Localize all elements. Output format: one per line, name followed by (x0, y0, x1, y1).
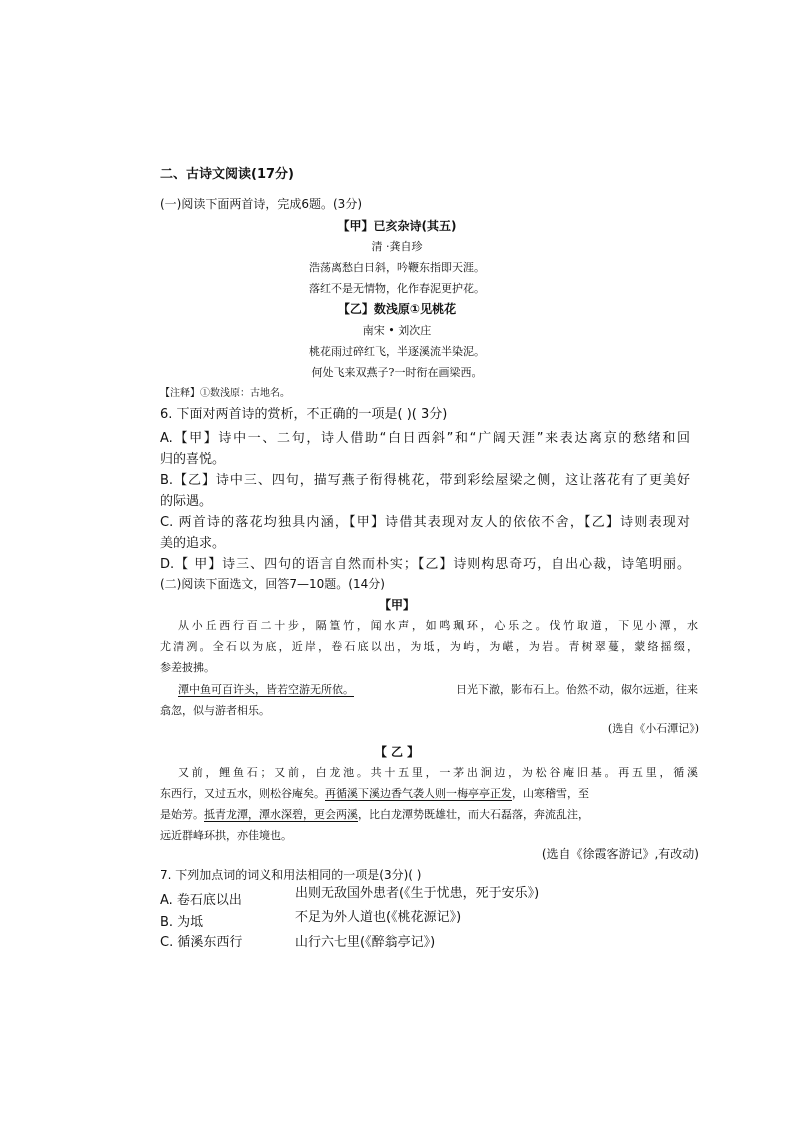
text-b-line-2 (160, 787, 589, 800)
part1-intro: (一)阅读下面两首诗，完成6题。(3分) (160, 197, 362, 211)
q7-option-c-label: C. 循溪东西行 (160, 935, 243, 950)
text-b-line-3-post: ，比白龙潭势既雄壮，而大石磊落，奔流乱注， (358, 808, 589, 821)
section-title: 二、古诗文阅读(17分) (160, 167, 294, 182)
text-a-line-5: 翕忽，似与游者相乐。 (160, 704, 270, 717)
q7-option-c-ref: 山行六七里(《醉翁亭记》) (295, 935, 436, 950)
text-b-underlined-sentence-2: 抵青龙潭，潭水深碧，更会两溪 (204, 808, 358, 821)
q7-stem: 7. 下列加点词的词义和用法相同的一项是(3分)( ) (160, 868, 422, 882)
text-b-title: 【 乙 】 (374, 745, 420, 759)
text-b-line-3-pre: 是始芳。 (160, 808, 204, 821)
text-a-line-3: 参差披拂。 (160, 661, 215, 674)
text-b-line-2-pre: 东西行，又过五水，则松谷庵矣。 (160, 787, 325, 800)
q6-option-c-line-2: 美的追求。 (160, 536, 226, 551)
q6-option-b-line-2: 的际遇。 (160, 494, 213, 509)
q6-option-c-line-1: C. 两首诗的落花均独具内涵，【甲】诗借其表现对友人的依依不舍，【乙】诗则表现对 (160, 515, 690, 530)
q7-option-a-label: A. 卷石底以出 (160, 893, 242, 908)
text-a-line-4-rest: 日光下澈，影布石上。佁然不动，俶尔远逝，往来 (456, 683, 698, 696)
text-a-source: (选自《小石潭记》) (607, 722, 699, 735)
q7-option-b-ref: 不足为外人道也(《桃花源记》) (295, 910, 462, 925)
text-a-line-1: 从小丘西行百二十步，隔篁竹，闻水声，如鸣珮环，心乐之。伐竹取道，下见小潭，水 (178, 619, 698, 632)
poem-a-title: 【甲】已亥杂诗(其五) (337, 219, 457, 233)
q7-option-a-ref: 出则无敌国外患者(《生于忧患，死于安乐》) (295, 886, 540, 901)
text-b-source: (选自《徐霞客游记》,有改动) (541, 847, 699, 861)
poem-a-author: 清 ·龚自珍 (371, 240, 423, 253)
q6-option-a-line-1: A.【甲】诗中一、二句，诗人借助“白日西斜”和“广阔天涯”来表达离京的愁绪和回 (160, 431, 690, 446)
q6-option-a-line-2: 归的喜悦。 (160, 452, 226, 467)
q6-option-b-line-1: B.【乙】诗中三、四句，描写燕子衔得桃花，带到彩绘屋梁之侧，这让落花有了更美好 (160, 473, 690, 488)
poem-a-line-1: 浩荡离愁白日斜，吟鞭东指即天涯。 (309, 261, 485, 274)
poem-b-title: 【乙】数浅原①见桃花 (337, 302, 457, 316)
text-b-line-3 (160, 808, 589, 821)
text-b-line-4: 远近群峰环拱，亦佳境也。 (160, 829, 292, 842)
poem-a-line-2: 落红不是无情物，化作春泥更护花。 (309, 282, 485, 295)
poem-b-author: 南宋 • 刘次庄 (362, 324, 432, 337)
text-b-line-1: 又前，鲤鱼石；又前，白龙池。共十五里，一茅出涧边，为松谷庵旧基。再五里，循溪 (178, 766, 698, 779)
poem-b-line-1: 桃花雨过碎红飞，半逐溪流半染泥。 (309, 345, 485, 358)
part2-intro: (二)阅读下面选文，回答7—10题。(14分) (160, 577, 385, 591)
text-b-underlined-sentence-1: 再循溪下溪边香气袭人则一梅亭亭正发 (325, 787, 512, 800)
text-a-line-4 (178, 683, 698, 696)
text-a-title: 【甲】 (378, 598, 415, 612)
text-a-underlined-sentence: 潭中鱼可百许头，皆若空游无所依。 (178, 683, 354, 696)
poem-note: 【注释】①数浅原：古地名。 (160, 388, 290, 399)
q6-option-d: D.【 甲】诗三、四句的语言自然而朴实；【乙】诗则构思奇巧，自出心裁，诗笔明丽。 (160, 557, 690, 572)
poem-b-line-2: 何处飞来双燕子?一时衔在画梁西。 (311, 366, 483, 379)
q6-stem: 6. 下面对两首诗的赏析，不正确的一项是( )( 3分) (160, 407, 448, 422)
q7-option-b-label: B. 为坻 (160, 915, 204, 930)
text-b-line-2-post: ，山寒稽雪，至 (512, 787, 589, 800)
text-a-line-2: 尤清冽。全石以为底，近岸，卷石底以出，为坻，为屿，为嵁，为岩。青树翠蔓，蒙络摇缀， (160, 640, 698, 653)
